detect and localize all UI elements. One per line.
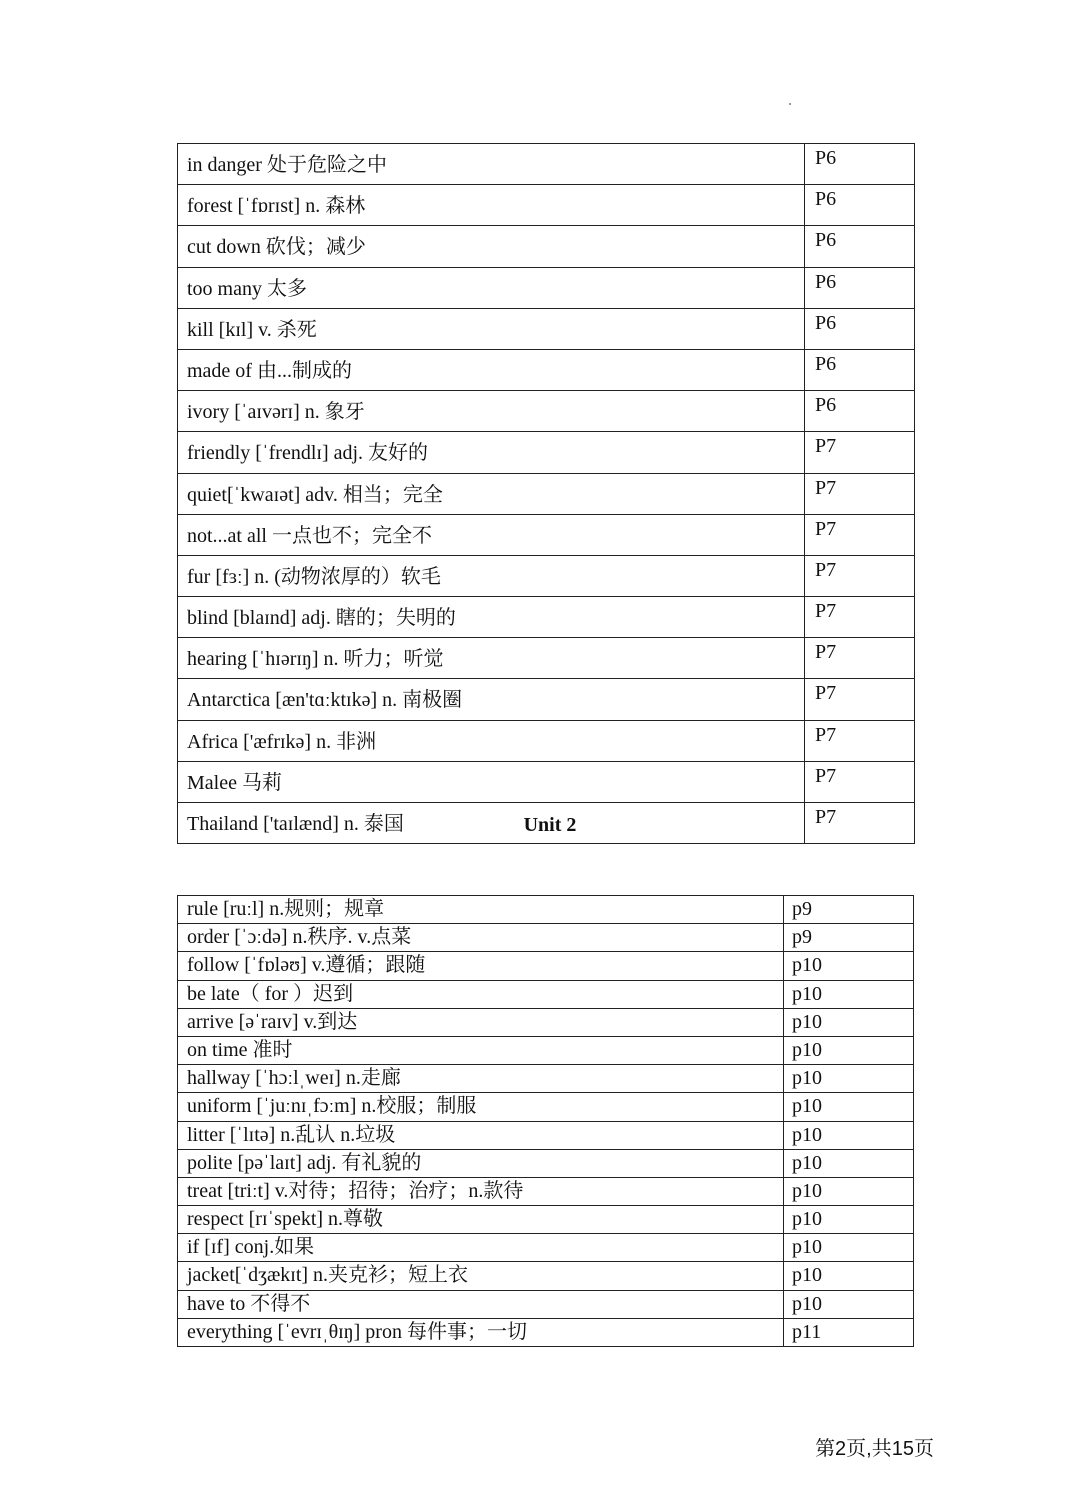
vocab-entry: cut down 砍伐；减少 <box>178 226 805 267</box>
vocab-entry: too many 太多 <box>178 267 805 308</box>
page-ref: P6 <box>805 185 915 226</box>
vocab-entry: treat [triːt] v.对待；招待；治疗；n.款待 <box>178 1177 784 1205</box>
unit-heading: Unit 2 <box>523 814 577 836</box>
page-ref: p10 <box>784 980 914 1008</box>
page-ref: p10 <box>784 1262 914 1290</box>
vocab-entry: litter [ˈlɪtə] n.乱认 n.垃圾 <box>178 1121 784 1149</box>
page-ref: p10 <box>784 1121 914 1149</box>
vocab-entry: on time 准时 <box>178 1036 784 1064</box>
page-ref: P7 <box>805 638 915 679</box>
page-ref: p9 <box>784 896 914 924</box>
vocab-entry: kill [kɪl] v. 杀死 <box>178 308 805 349</box>
page-ref: p10 <box>784 1149 914 1177</box>
page-ref: p10 <box>784 1177 914 1205</box>
table-row <box>178 896 914 924</box>
vocab-entry: Thailand ['taɪlænd] n. 泰国 <box>178 803 805 844</box>
vocab-entry: everything [ˈevrɪˌθɪŋ] pron 每件事；一切 <box>178 1318 784 1346</box>
vocab-entry: hearing [ˈhɪərɪŋ] n. 听力；听觉 <box>178 638 805 679</box>
table-row <box>178 1121 914 1149</box>
page-ref: P6 <box>805 226 915 267</box>
vocab-table-unit1-body <box>178 144 915 844</box>
page-ref: P6 <box>805 391 915 432</box>
table-row <box>178 473 915 514</box>
vocab-entry: polite [pəˈlaɪt] adj. 有礼貌的 <box>178 1149 784 1177</box>
table-row <box>178 144 915 185</box>
page-ref: P7 <box>805 555 915 596</box>
vocab-table-unit2-body <box>178 896 914 1347</box>
table-row <box>178 1177 914 1205</box>
page-indicator: 第2页,共15页 <box>815 1438 934 1460</box>
page-ref: p10 <box>784 1290 914 1318</box>
vocab-entry: Malee 马莉 <box>178 761 805 802</box>
table-row <box>178 1290 914 1318</box>
table-row <box>178 185 915 226</box>
vocab-table-unit2 <box>177 895 914 1347</box>
vocab-entry: hallway [ˈhɔːlˌweɪ] n.走廊 <box>178 1065 784 1093</box>
vocab-entry: rule [ruːl] n.规则；规章 <box>178 896 784 924</box>
vocab-entry: arrive [əˈraɪv] v.到达 <box>178 1008 784 1036</box>
table-row <box>178 555 915 596</box>
page-ref: P7 <box>805 514 915 555</box>
vocab-entry: in danger 处于危险之中 <box>178 144 805 185</box>
page-ref: p10 <box>784 952 914 980</box>
page-ref: P7 <box>805 679 915 720</box>
page-ref: P6 <box>805 308 915 349</box>
page-ref: P7 <box>805 761 915 802</box>
table-row <box>178 391 915 432</box>
vocab-entry: not...at all 一点也不；完全不 <box>178 514 805 555</box>
table-row <box>178 924 914 952</box>
table-row <box>178 1318 914 1346</box>
vocab-entry: have to 不得不 <box>178 1290 784 1318</box>
table-row <box>178 761 915 802</box>
page-ref: p10 <box>784 1093 914 1121</box>
table-row <box>178 1234 914 1262</box>
vocab-entry: order [ˈɔːdə] n.秩序. v.点菜 <box>178 924 784 952</box>
page-ref: P6 <box>805 349 915 390</box>
vocab-entry: fur [fɜː] n. (动物浓厚的）软毛 <box>178 555 805 596</box>
page-ref: p10 <box>784 1065 914 1093</box>
table-row <box>178 1149 914 1177</box>
page-ref: p10 <box>784 1036 914 1064</box>
scan-speck <box>789 103 791 105</box>
page-ref: P7 <box>805 720 915 761</box>
page-ref: p10 <box>784 1206 914 1234</box>
table-row <box>178 1262 914 1290</box>
page-ref: P6 <box>805 267 915 308</box>
vocab-entry: be late（ for ）迟到 <box>178 980 784 1008</box>
page-ref: P7 <box>805 473 915 514</box>
vocab-entry: uniform [ˈjuːnɪˌfɔːm] n.校服；制服 <box>178 1093 784 1121</box>
table-row <box>178 1008 914 1036</box>
table-row <box>178 597 915 638</box>
table-row <box>178 432 915 473</box>
page-ref: P7 <box>805 597 915 638</box>
vocab-entry: forest [ˈfɒrɪst] n. 森林 <box>178 185 805 226</box>
table-row <box>178 1036 914 1064</box>
page-ref: P6 <box>805 144 915 185</box>
page-ref: p9 <box>784 924 914 952</box>
table-row <box>178 720 915 761</box>
page-ref: P7 <box>805 432 915 473</box>
table-row <box>178 514 915 555</box>
table-row <box>178 1093 914 1121</box>
table-row <box>178 638 915 679</box>
vocab-entry: blind [blaɪnd] adj. 瞎的；失明的 <box>178 597 805 638</box>
vocab-entry: Antarctica [æn'tɑːktɪkə] n. 南极圈 <box>178 679 805 720</box>
vocab-table-unit1 <box>177 143 915 844</box>
vocab-entry: friendly [ˈfrendlɪ] adj. 友好的 <box>178 432 805 473</box>
table-row <box>178 980 914 1008</box>
vocab-entry: quiet[ˈkwaɪət] adv. 相当；完全 <box>178 473 805 514</box>
table-row <box>178 267 915 308</box>
vocab-entry: respect [rɪˈspekt] n.尊敬 <box>178 1206 784 1234</box>
vocab-entry: if [ɪf] conj.如果 <box>178 1234 784 1262</box>
page-ref: p10 <box>784 1234 914 1262</box>
vocab-entry: ivory [ˈaɪvərɪ] n. 象牙 <box>178 391 805 432</box>
table-row <box>178 226 915 267</box>
table-row <box>178 1065 914 1093</box>
table-row <box>178 679 915 720</box>
vocab-entry: jacket[ˈdʒækɪt] n.夹克衫；短上衣 <box>178 1262 784 1290</box>
vocab-entry: Africa ['æfrɪkə] n. 非洲 <box>178 720 805 761</box>
table-row <box>178 952 914 980</box>
page-ref: p10 <box>784 1008 914 1036</box>
table-row <box>178 308 915 349</box>
vocab-entry: follow [ˈfɒləʊ] v.遵循；跟随 <box>178 952 784 980</box>
page-ref: P7 <box>805 803 915 844</box>
page-ref: p11 <box>784 1318 914 1346</box>
vocab-entry: made of 由...制成的 <box>178 349 805 390</box>
table-row <box>178 1206 914 1234</box>
table-row <box>178 349 915 390</box>
